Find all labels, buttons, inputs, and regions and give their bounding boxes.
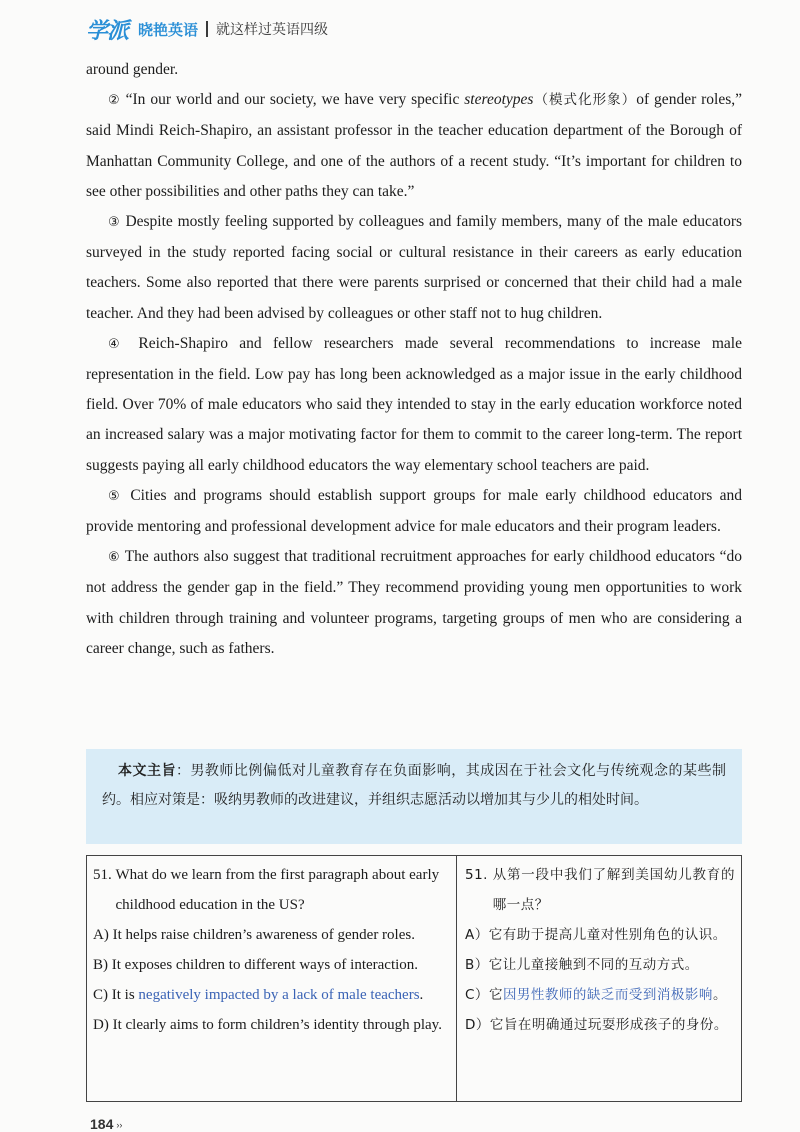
paragraph-marker: ② [108,93,121,109]
option-c-cn [465,980,735,1010]
page-arrows: ›› [116,1120,123,1131]
option-text: It clearly aims to form children’s identity through play. [112,1017,442,1033]
option-b-cn [465,950,735,980]
paragraph-marker: ⑥ [108,550,121,566]
option-b [93,950,450,980]
option-text-prefix: 它 [488,987,503,1003]
book-title: 就这样过英语四级 [216,22,329,38]
question-stem-cn [465,860,735,920]
option-label: A) [93,927,113,943]
brand-name: 晓艳英语 [138,20,199,39]
summary-text: ：男教师比例偏低对儿童教育存在负面影响，其成因在于社会文化与传统观念的某些制约。相应对策是：吸纳男教师的改进建议，并组织志愿活动以增加其与少儿的相处时间。 [102,763,726,808]
passage [86,55,742,664]
paragraph-text: Despite mostly feeling supported by colleagues and family members, many of the male educators surveyed in the study reported facing social or cultural resistance in their careers as early education teachers. Some also reported that there were parents surprised or concerned that their child had a male teacher. And they had been advised by colleagues or other staff not to hug children. [86,213,743,322]
option-text-suffix: . [419,987,424,1003]
paragraph-marker: ④ [108,336,128,352]
option-text: 它有助于提高儿童对性别角色的认识。 [488,927,727,943]
option-text-suffix: 。 [712,987,727,1003]
page-footer [90,1116,122,1132]
option-label: A） [465,927,489,943]
option-label: D) [93,1017,113,1033]
option-a-cn [465,920,735,950]
option-label: B) [93,957,112,973]
option-text: It helps raise children’s awareness of gender roles. [112,927,415,943]
option-a [93,920,450,950]
option-c [93,980,450,1010]
paragraph-1-tail: around gender. [86,61,179,78]
option-text [112,980,450,1010]
summary-box [86,749,742,844]
option-text: 它旨在明确通过玩耍形成孩子的身份。 [489,1017,728,1033]
option-text: It exposes children to different ways of interaction. [111,957,419,973]
question-number: 51. [93,867,116,883]
key-term: stereotypes [464,91,534,109]
term-gloss: （模式化形象） [533,92,637,109]
header-divider [206,21,208,37]
brand-logo: 学派 [86,17,129,43]
paragraph-marker: ⑤ [108,488,124,504]
answer-highlight: 因男性教师的缺乏而受到消极影响 [502,987,713,1003]
question-english-column [87,856,457,1101]
paragraph-text: “In our world and our society, we have very specific [125,91,465,109]
paragraph-text: The authors also suggest that traditional recruitment approaches for early childhood educators “do not address the gender gap in the field.” They recommend providing young men opportunities to work with children through training and volunteer programs, targeting groups of men who are considering a career change, such as fathers. [86,548,742,657]
option-d-cn [465,1010,735,1040]
page-header [86,14,328,44]
paragraph-4 [86,329,742,481]
paragraph-6 [86,542,742,664]
paragraph-5 [86,481,742,542]
paragraph-marker: ③ [108,215,121,231]
option-text [489,980,735,1010]
paragraph-3 [86,207,742,329]
question-stem-text: What do we learn from the first paragraph about early childhood education in the US? [115,867,440,913]
page-number: 184 [90,1116,114,1132]
paragraph-text: of gender roles,” said Mindi Reich-Shapiro, an assistant professor in the teacher education department of the Borough of Manhattan Community College, and one of the authors of a recent study. “It’s important for children to see other possibilities and other paths they can take.” [86,91,743,200]
question-table [86,855,742,1102]
paragraph-2 [86,85,742,207]
option-label: C） [465,987,489,1003]
option-text: 它让儿童接触到不同的互动方式。 [488,957,699,973]
answer-highlight: negatively impacted by a lack of male teachers [138,987,420,1003]
question-chinese-column [457,856,741,1101]
summary-lead: 本文主旨 [118,763,176,779]
option-text-prefix: It is [111,987,139,1003]
option-label: B） [465,957,489,973]
question-stem [93,860,450,920]
question-stem-text: 从第一段中我们了解到美国幼儿教育的哪一点？ [492,867,735,913]
paragraph-text: Reich-Shapiro and fellow researchers made several recommendations to increase male representation in the field. Low pay has long been acknowledged as a major issue in the early childhood field. Over 70% of male educators who said they intended to stay in the early education workforce noted an increased salary was a major motivating factor for them to commit to the career long-term. The report suggests paying all early childhood educators the way elementary school teachers are paid. [86,334,742,474]
paragraph-text: Cities and programs should establish support groups for male early childhood educators and provide mentoring and professional development advice for male educators and their program leaders. [86,486,742,536]
option-d [93,1010,450,1040]
option-label: D） [465,1017,490,1033]
option-label: C) [93,987,112,1003]
question-number: 51. [465,867,493,883]
